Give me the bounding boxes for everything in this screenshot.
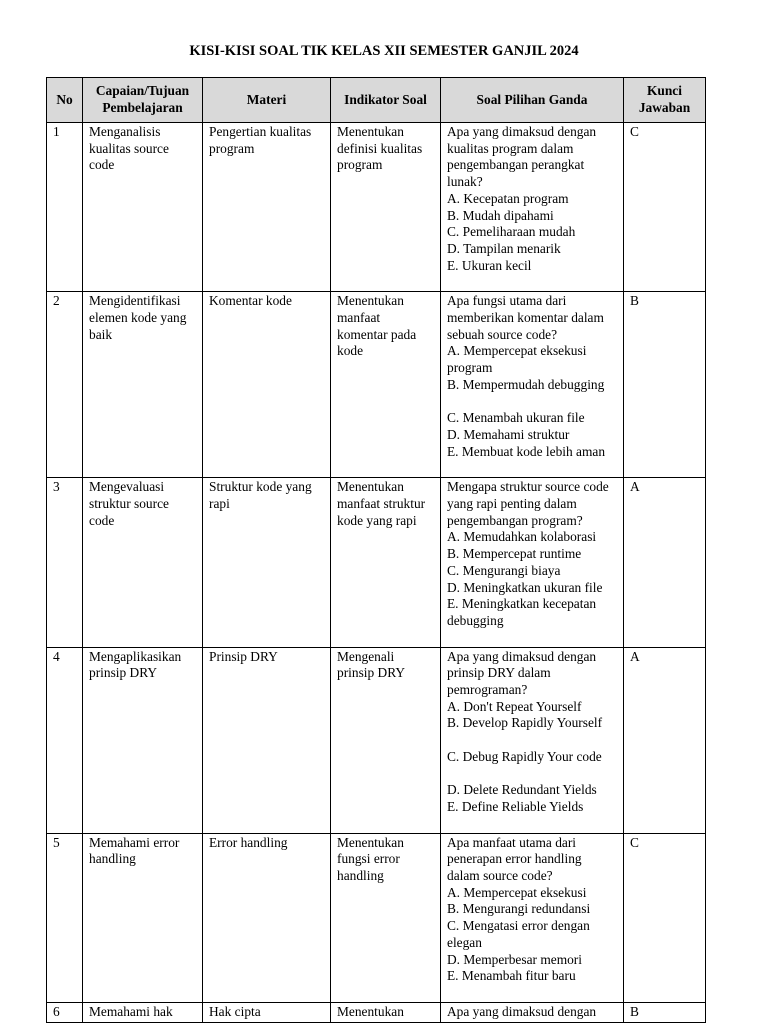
option-a: A. Don't Repeat Yourself [447,698,582,714]
option-e: E. Ukuran kecil [447,257,532,273]
table-body [47,123,706,1023]
option-a: A. Mempercepat eksekusi program [447,343,587,376]
table-row [47,292,706,478]
option-c: C. Pemeliharaan mudah [447,224,576,240]
option-e: E. Menambah fitur baru [447,968,576,984]
cell-materi: Komentar kode [203,292,331,478]
question-text: Mengapa struktur source code yang rapi penting dalam pengembangan program? [447,479,609,528]
cell-soal [441,647,624,833]
cell-kunci: C [624,123,706,292]
option-b: B. Mengurangi redundansi [447,901,591,917]
table-row [47,123,706,292]
table-row [47,647,706,833]
cell-materi: Error handling [203,833,331,1002]
option-c: C. Debug Rapidly Your code [447,748,602,764]
cell-capaian: Mengaplikasikan prinsip DRY [83,647,203,833]
cell-no: 3 [47,478,83,647]
option-d: D. Memahami struktur [447,426,570,442]
option-b: B. Mempermudah debugging [447,376,605,392]
option-d: D. Tampilan menarik [447,240,561,256]
kisi-kisi-table [46,77,706,1023]
option-list [447,885,617,985]
cell-no: 2 [47,292,83,478]
table-row [47,478,706,647]
document-title: KISI-KISI SOAL TIK KELAS XII SEMESTER GANJIL 2024 [189,43,579,59]
question-text: Apa manfaat utama dari penerapan error handling dalam source code? [447,834,582,884]
cell-no: 1 [47,123,83,292]
table-header [47,78,706,123]
cell-indikator: Mengenali prinsip DRY [331,647,441,833]
cell-no: 6 [47,1003,83,1023]
header-soal: Soal Pilihan Ganda [441,78,624,123]
option-e: E. Define Reliable Yields [447,798,584,814]
cell-soal [441,123,624,292]
option-d: D. Delete Redundant Yields [447,782,597,798]
table-row [47,1003,706,1023]
option-list [447,343,617,460]
cell-capaian: Menganalisis kualitas source code [83,123,203,292]
cell-materi: Prinsip DRY [203,647,331,833]
cell-soal [441,478,624,647]
cell-indikator: Menentukan definisi kualitas program [331,123,441,292]
option-list [447,699,617,816]
cell-soal [441,833,624,1002]
option-list [447,191,617,275]
cell-soal [441,292,624,478]
cell-materi: Hak cipta [203,1003,331,1023]
header-indikator: Indikator Soal [331,78,441,123]
header-materi: Materi [203,78,331,123]
option-b: B. Mudah dipahami [447,207,554,223]
cell-indikator: Menentukan manfaat struktur kode yang rapi [331,478,441,647]
cell-no: 5 [47,833,83,1002]
option-c: C. Menambah ukuran file [447,410,585,426]
cell-indikator: Menentukan fungsi error handling [331,833,441,1002]
cell-capaian: Memahami error handling [83,833,203,1002]
cell-kunci: A [624,478,706,647]
question-text: Apa fungsi utama dari memberikan komentar dalam sebuah source code? [447,293,604,342]
option-b: B. Develop Rapidly Yourself [447,715,603,731]
cell-capaian: Memahami hak [83,1003,203,1023]
option-e: E. Meningkatkan kecepatan debugging [447,596,597,628]
header-no: No [47,78,83,123]
option-c: C. Mengatasi error dengan elegan [447,918,590,950]
option-d: D. Memperbesar memori [447,951,582,967]
table-row [47,833,706,1002]
cell-kunci: B [624,292,706,478]
header-capaian: Capaian/Tujuan Pembelajaran [83,78,203,123]
header-row [47,78,706,123]
question-text: Apa yang dimaksud dengan kualitas program dalam pengembangan perangkat lunak? [447,124,597,190]
option-a: A. Memudahkan kolaborasi [447,529,597,545]
option-d: D. Meningkatkan ukuran file [447,579,603,595]
cell-kunci: B [624,1003,706,1023]
header-kunci: Kunci Jawaban [624,78,706,123]
cell-kunci: C [624,833,706,1002]
option-b: B. Mempercepat runtime [447,546,582,562]
question-text: Apa yang dimaksud dengan [447,1004,597,1019]
cell-indikator: Menentukan manfaat komentar pada kode [331,292,441,478]
option-a: A. Mempercepat eksekusi [447,884,587,900]
option-e: E. Membuat kode lebih aman [447,443,606,459]
cell-kunci: A [624,647,706,833]
cell-no: 4 [47,647,83,833]
option-c: C. Mengurangi biaya [447,562,561,578]
option-list [447,529,617,629]
cell-capaian: Mengidentifikasi elemen kode yang baik [83,292,203,478]
cell-capaian: Mengevaluasi struktur source code [83,478,203,647]
option-a: A. Kecepatan program [447,190,569,206]
cell-indikator: Menentukan [331,1003,441,1023]
cell-soal [441,1003,624,1023]
cell-materi: Pengertian kualitas program [203,123,331,292]
cell-materi: Struktur kode yang rapi [203,478,331,647]
question-text: Apa yang dimaksud dengan prinsip DRY dalam pemrograman? [447,648,597,698]
